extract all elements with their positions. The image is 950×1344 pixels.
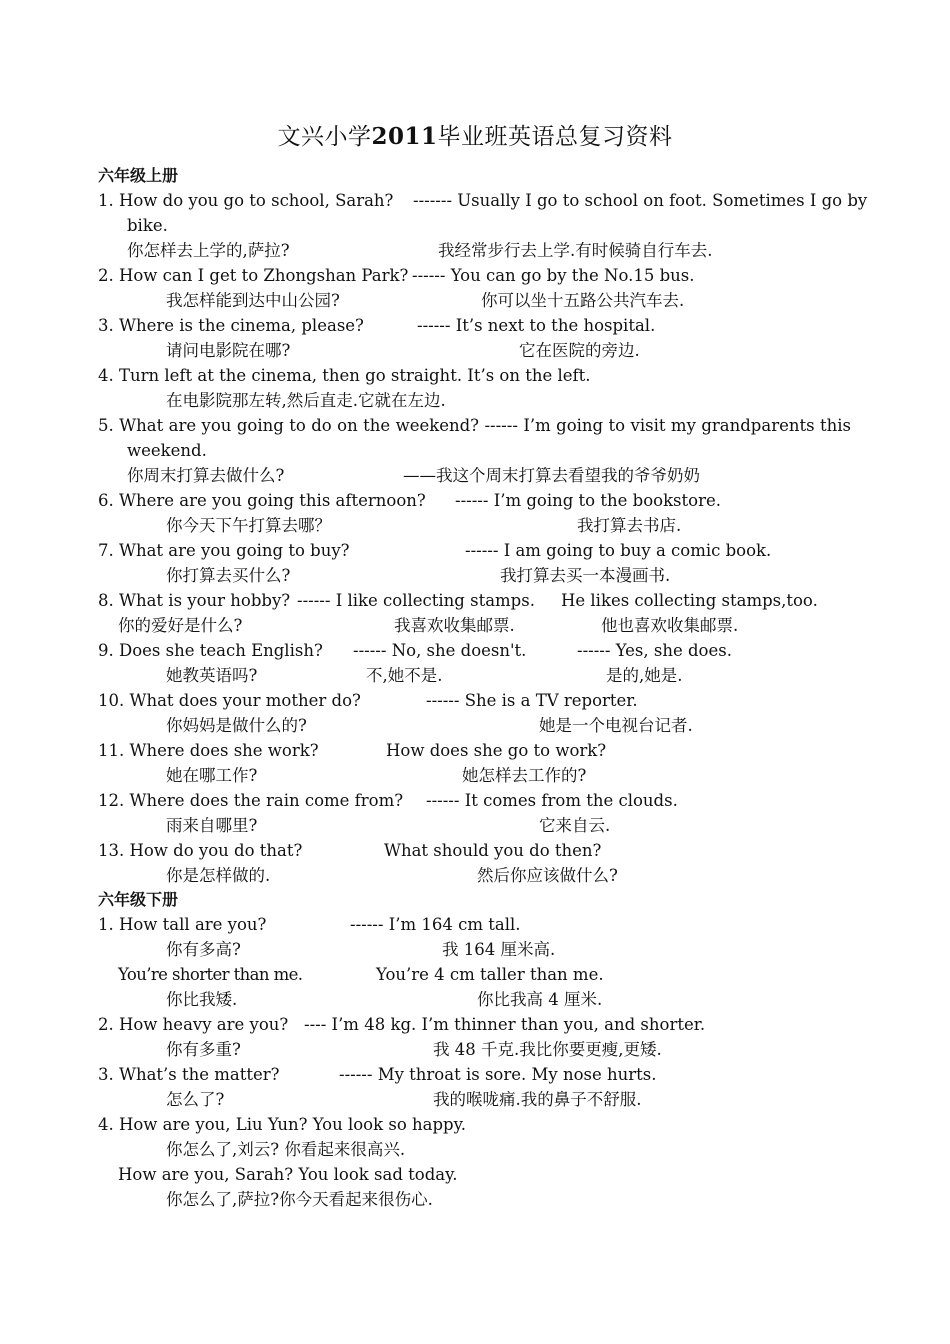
upper-q8-en: 8. What is your hobby? [98,591,291,610]
upper-q12-answer: ------ It comes from the clouds. [426,791,678,810]
upper-q5-en: 5. What are you going to do on the weekend? ------ I’m going to visit my grandparents this [98,416,851,435]
upper-q8-zh-answer: 我喜欢收集邮票. [394,616,515,635]
upper-q10-en: 10. What does your mother do? [98,691,361,710]
upper-q7-zh-question: 你打算去买什么? [166,566,291,585]
upper-q10-answer: ------ She is a TV reporter. [426,691,638,710]
upper-q1-answer-wrap: bike. [127,216,168,235]
title-suffix: 毕业班英语总复习资料 [437,124,673,150]
upper-q1-zh-question: 你怎样去上学的,萨拉? [127,241,290,260]
upper-q13-zh-answer: 然后你应该做什么? [477,866,618,885]
upper-q10-zh-answer: 她是一个电视台记者. [539,716,693,735]
title-year: 2011 [371,123,438,150]
upper-q5-en-wrap: weekend. [127,441,207,460]
lower-q2-en: 2. How heavy are you? [98,1015,289,1034]
lower-q3-zh-answer: 我的喉咙痛.我的鼻子不舒服. [433,1090,642,1109]
document-title [0,118,950,151]
upper-q13-answer: What should you do then? [384,841,602,860]
upper-q8-answer: ------ I like collecting stamps. [297,591,535,610]
upper-q13-zh-question: 你是怎样做的. [166,866,271,885]
upper-q1-en: 1. How do you go to school, Sarah? [98,191,394,210]
upper-q9-zh-answer: 不,她不是. [366,666,443,685]
upper-q13-en: 13. How do you do that? [98,841,303,860]
upper-q12-zh-question: 雨来自哪里? [166,816,258,835]
lower-q1-en-2: You’re shorter than me. [118,965,303,984]
upper-q4-en: 4. Turn left at the cinema, then go straight. It’s on the left. [98,366,591,385]
section-heading-upper: 六年级上册 [98,166,179,185]
title-prefix: 文兴小学 [277,124,372,150]
lower-q4-zh: 你怎么了,刘云? 你看起来很高兴. [166,1140,406,1159]
upper-q9-answer: ------ No, she doesn't. [353,641,527,660]
lower-q1-zh-answer: 我 164 厘米高. [442,940,556,959]
lower-q1-zh-question-2: 你比我矮. [166,990,238,1009]
upper-q3-answer: ------ It’s next to the hospital. [417,316,656,335]
upper-q8-zh-question: 你的爱好是什么? [118,616,243,635]
upper-q3-zh-question: 请问电影院在哪? [166,341,291,360]
lower-q1-answer: ------ I’m 164 cm tall. [350,915,521,934]
upper-q8-zh-answer-2: 他也喜欢收集邮票. [601,616,739,635]
upper-q8-answer-2: He likes collecting stamps,too. [561,591,818,610]
upper-q7-answer: ------ I am going to buy a comic book. [465,541,772,560]
upper-q6-en: 6. Where are you going this afternoon? [98,491,426,510]
lower-q3-answer: ------ My throat is sore. My nose hurts. [339,1065,657,1084]
upper-q2-en: 2. How can I get to Zhongshan Park? [98,266,409,285]
section-heading-lower: 六年级下册 [98,890,179,909]
upper-q3-en: 3. Where is the cinema, please? [98,316,364,335]
lower-q1-zh-question: 你有多高? [166,940,241,959]
upper-q6-zh-question: 你今天下午打算去哪？ [166,516,331,535]
upper-q12-zh-answer: 它来自云. [539,816,611,835]
lower-q4-en-2: How are you, Sarah? You look sad today. [118,1165,458,1184]
lower-q4-en: 4. How are you, Liu Yun? You look so happy. [98,1115,466,1134]
lower-q1-en: 1. How tall are you? [98,915,267,934]
lower-q1-zh-answer-2: 你比我高 4 厘米. [477,990,603,1009]
upper-q3-zh-answer: 它在医院的旁边. [519,341,640,360]
upper-q11-zh-answer: 她怎样去工作的? [462,766,587,785]
lower-q3-en: 3. What’s the matter? [98,1065,280,1084]
upper-q1-answer: ------- Usually I go to school on foot. Sometimes I go by [413,191,868,210]
upper-q2-answer: ------ You can go by the No.15 bus. [412,266,695,285]
lower-q2-zh-question: 你有多重? [166,1040,241,1059]
lower-q3-zh-question: 怎么了? [166,1090,225,1109]
upper-q4-zh: 在电影院那左转,然后直走.它就在左边. [166,391,446,410]
upper-q11-answer: How does she go to work? [386,741,607,760]
upper-q12-en: 12. Where does the rain come from? [98,791,404,810]
upper-q6-answer: ------ I’m going to the bookstore. [455,491,721,510]
upper-q7-zh-answer: 我打算去买一本漫画书. [500,566,671,585]
upper-q1-zh-answer: 我经常步行去上学.有时候骑自行车去. [438,241,713,260]
lower-q1-answer-2: You’re 4 cm taller than me. [376,965,604,984]
upper-q9-zh-question: 她教英语吗? [166,666,258,685]
lower-q2-zh-answer: 我 48 千克.我比你要更瘦,更矮. [433,1040,662,1059]
upper-q6-zh-answer: 我打算去书店. [577,516,682,535]
upper-q11-zh-question: 她在哪工作? [166,766,258,785]
upper-q9-zh-answer-2: 是的,她是. [606,666,683,685]
lower-q4-zh-2: 你怎么了,萨拉?你今天看起来很伤心. [166,1190,433,1209]
upper-q2-zh-question: 我怎样能到达中山公园? [166,291,340,310]
lower-q2-answer: ---- I’m 48 kg. I’m thinner than you, and shorter. [304,1015,706,1034]
upper-q10-zh-question: 你妈妈是做什么的? [166,716,307,735]
upper-q5-zh-answer: ——我这个周末打算去看望我的爷爷奶奶 [403,466,700,485]
upper-q7-en: 7. What are you going to buy? [98,541,350,560]
upper-q11-en: 11. Where does she work? [98,741,319,760]
upper-q9-en: 9. Does she teach English? [98,641,323,660]
upper-q9-answer-2: ------ Yes, she does. [577,641,732,660]
upper-q2-zh-answer: 你可以坐十五路公共汽车去. [481,291,685,310]
upper-q5-zh-question: 你周末打算去做什么? [127,466,285,485]
